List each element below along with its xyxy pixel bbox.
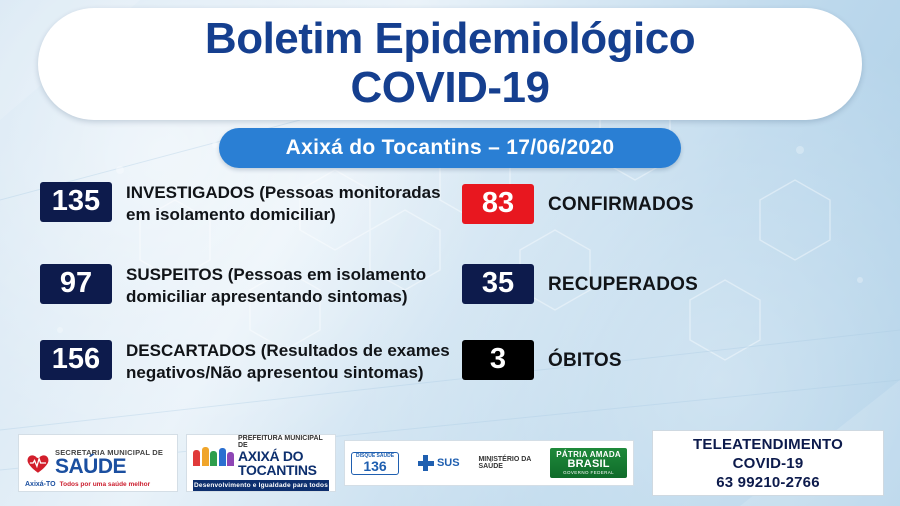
- saude-logo-text: [55, 449, 163, 478]
- saude-logo-city: Axixá-TO: [25, 481, 56, 488]
- disque-saude-logo: [351, 452, 399, 475]
- heart-icon: [25, 450, 51, 476]
- subtitle-pill: [219, 128, 681, 168]
- statistics-section: [0, 182, 900, 412]
- stat-label-confirmados: CONFIRMADOS: [548, 194, 694, 215]
- patria-line3: GOVERNO FEDERAL: [563, 469, 615, 475]
- phone-136-icon: [351, 452, 399, 475]
- stat-label-descartados-detail: (Resultados de exames negativos/Não apresentou sintomas): [126, 341, 450, 382]
- prefeitura-logo-line-big: AXIXÁ DO TOCANTINS: [238, 448, 317, 478]
- stat-label-obitos: ÓBITOS: [548, 350, 622, 371]
- ministerio-saude-text: [478, 456, 531, 471]
- page-title-line1: Boletim Epidemiológico: [204, 14, 696, 63]
- ministerio-line1: MINISTÉRIO DA: [478, 455, 532, 463]
- teleatendimento-phone: 63 99210-2766: [716, 473, 820, 491]
- people-icon: [193, 447, 234, 466]
- patria-line1: PÁTRIA AMADA: [556, 449, 621, 459]
- prefeitura-logo-line-small: PREFEITURA MUNICIPAL DE: [238, 435, 323, 449]
- teleatendimento-line2: COVID-19: [732, 454, 804, 472]
- stat-row-suspeitos: [40, 264, 456, 308]
- disque-saude-label: DISQUE SAÚDE: [356, 452, 395, 459]
- stat-label-investigados: [126, 182, 456, 226]
- stat-row-investigados: [40, 182, 456, 226]
- stat-label-suspeitos: [126, 264, 456, 308]
- stat-label-suspeitos-title: SUSPEITOS: [126, 265, 223, 284]
- stat-row-obitos: [462, 340, 622, 382]
- teleatendimento-box: [652, 430, 884, 496]
- prefeitura-logo-tagline: Desenvolvimento e Igualdade para todos: [193, 482, 329, 489]
- ministerio-line2: SAÚDE: [478, 463, 503, 470]
- logo-governo-federal: [344, 440, 634, 486]
- stat-row-confirmados: [462, 184, 694, 226]
- logo-prefeitura: [186, 434, 336, 492]
- prefeitura-logo-inner: [193, 435, 329, 491]
- stat-value-descartados: 156: [40, 340, 112, 380]
- footer-logos: [0, 428, 900, 498]
- stat-value-obitos: 3: [462, 340, 534, 380]
- saude-logo-line-small: SECRETARIA MUNICIPAL DE: [55, 447, 164, 457]
- stat-value-investigados: 135: [40, 182, 112, 222]
- teleatendimento-line1: TELEATENDIMENTO: [693, 435, 843, 453]
- subtitle-text: Axixá do Tocantins – 17/06/2020: [285, 136, 615, 159]
- patria-amada-logo: [550, 448, 627, 479]
- stat-row-descartados: [40, 340, 456, 384]
- stat-label-investigados-title: INVESTIGADOS: [126, 183, 255, 202]
- saude-logo-footer: [25, 481, 150, 488]
- stat-row-recuperados: [462, 264, 698, 306]
- sus-logo: [418, 455, 460, 471]
- stat-label-investigados-detail: (Pessoas monitoradas em isolamento domiciliar): [126, 183, 441, 224]
- ministerio-saude-logo: [478, 456, 531, 471]
- title-card: [38, 8, 862, 120]
- saude-logo-slogan: Todos por uma saúde melhor: [59, 481, 151, 488]
- saude-logo-line-big: SAÚDE: [55, 455, 127, 479]
- cross-icon: [418, 455, 434, 471]
- stat-label-descartados-title: DESCARTADOS: [126, 341, 257, 360]
- patria-line2: BRASIL: [567, 458, 610, 471]
- page-title-line2: COVID-19: [350, 63, 550, 112]
- disque-saude-number: 136: [363, 457, 387, 474]
- stat-value-confirmados: 83: [462, 184, 534, 224]
- stat-value-recuperados: 35: [462, 264, 534, 304]
- stat-value-suspeitos: 97: [40, 264, 112, 304]
- stat-label-suspeitos-detail: (Pessoas em isolamento domiciliar apresentando sintomas): [126, 265, 427, 306]
- logo-secretaria-saude: [18, 434, 178, 492]
- prefeitura-logo-labels: [238, 435, 329, 477]
- prefeitura-logo-top: [193, 435, 329, 477]
- stat-label-descartados: [126, 340, 456, 384]
- stat-label-recuperados: RECUPERADOS: [548, 274, 698, 295]
- sus-label: SUS: [436, 457, 460, 469]
